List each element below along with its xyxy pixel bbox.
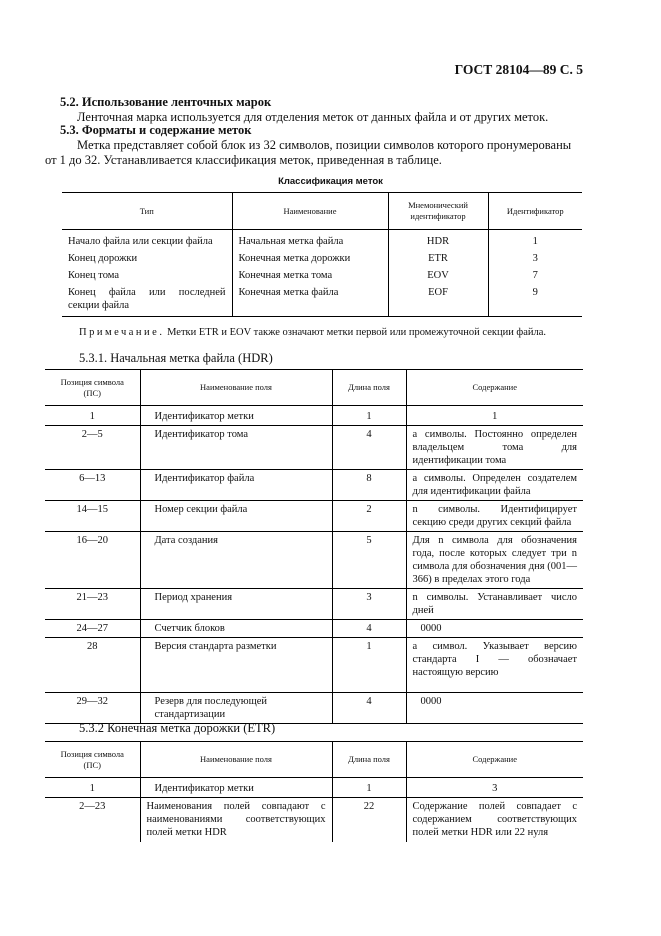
table-note — [79, 327, 546, 338]
table-row — [45, 589, 583, 620]
table-1-title: Классификация меток — [278, 176, 383, 187]
t2-header-content: Содержание — [472, 382, 518, 392]
t2-cell: 0000 — [420, 696, 442, 707]
t2-cell: 14—15 — [45, 501, 140, 532]
t1-cell: Начало файла или секции файла — [62, 230, 232, 251]
page-header: ГОСТ 28104—89 С. 5 — [454, 62, 583, 77]
t2-cell: 1 — [492, 411, 498, 422]
table-row — [62, 250, 582, 267]
t2-cell: Счетчик блоков — [140, 620, 332, 638]
t2-cell: 21—23 — [45, 589, 140, 620]
t3-cell: 2—23 — [45, 798, 140, 842]
t2-cell: 0000 — [420, 623, 442, 634]
t3-header-field: Наименование поля — [140, 742, 332, 778]
table-row — [45, 638, 583, 693]
table-row — [45, 426, 583, 470]
t3-cell: 22 — [332, 798, 406, 842]
t2-cell: Идентификатор метки — [140, 406, 332, 426]
t2-cell: Период хранения — [140, 589, 332, 620]
t2-cell: 1 — [332, 406, 406, 426]
table-row — [62, 267, 582, 284]
table-row — [45, 798, 583, 842]
section-5-2-title: 5.2. Использование ленточных марок — [60, 95, 272, 109]
hdr-label-table — [45, 369, 583, 724]
section-5-2-text: Ленточная марка используется для отделения меток от данных файла и от других меток. — [77, 110, 549, 124]
etr-label-table — [45, 741, 583, 842]
t2-cell: Версия стандарта разметки — [140, 638, 332, 693]
t2-cell: n символы. Устанавливает число дней — [412, 592, 577, 616]
t2-cell: n символы. Идентифицирует секцию среди других секций файла — [412, 504, 577, 528]
table-row — [45, 470, 583, 501]
t3-cell: Содержание полей совпадает с содержанием соответствующих полей метки HDR или 22 нуля — [412, 801, 577, 838]
t2-cell: 4 — [332, 620, 406, 638]
t2-cell: a символ. Указывает версию стандарта I — обозначает настоящую версию — [412, 641, 577, 678]
t2-cell: 4 — [332, 693, 406, 724]
t1-cell: HDR — [388, 230, 488, 251]
section-5-3-2-title: 5.3.2 Конечная метка дорожки (ETR) — [79, 721, 276, 735]
section-5-3-text-2: от 1 до 32. Устанавливается классификация меток, приведенная в таблице. — [45, 153, 442, 167]
t2-cell: 4 — [332, 426, 406, 470]
t2-header-field: Наименование поля — [140, 370, 332, 406]
t1-cell: Конечная метка тома — [232, 267, 388, 284]
t2-cell: Для n символа для обозначения года, после которых следует три n символа для обозначения дня (001—366) в пределах этого года — [412, 535, 577, 585]
t1-cell: 3 — [532, 253, 538, 264]
t2-cell: 2 — [332, 501, 406, 532]
table-row — [45, 620, 583, 638]
t1-cell: EOV — [388, 267, 488, 284]
t1-cell: Конец файла или последней секции файла — [62, 284, 232, 316]
t1-cell: ETR — [388, 250, 488, 267]
t3-header-position: Позиция символа (ПС) — [45, 742, 140, 778]
t2-cell: 8 — [332, 470, 406, 501]
section-5-3-title: 5.3. Форматы и содержание меток — [60, 123, 252, 137]
note-label: Примечание. — [79, 327, 165, 338]
table-row — [62, 284, 582, 316]
t2-header-position: Позиция символа (ПС) — [45, 370, 140, 406]
table-row — [45, 778, 583, 798]
t2-cell: 6—13 — [45, 470, 140, 501]
t2-cell: a символы. Определен создателем для идентификации файла — [412, 473, 577, 497]
t3-cell: Идентификатор метки — [140, 778, 332, 798]
table-row — [45, 406, 583, 426]
table-row — [45, 532, 583, 589]
t2-cell: Резерв для последующей стандартизации — [140, 693, 332, 724]
classification-table — [62, 192, 582, 317]
t1-cell: 9 — [532, 287, 538, 298]
t2-cell: Идентификатор файла — [140, 470, 332, 501]
t2-cell: 29—32 — [45, 693, 140, 724]
t3-cell: 1 — [332, 778, 406, 798]
t1-cell: 1 — [532, 236, 538, 247]
t2-cell: 1 — [45, 406, 140, 426]
t2-cell: 24—27 — [45, 620, 140, 638]
t3-cell: Наименования полей совпадают с наименованиями соответствующих полей метки HDR — [140, 798, 332, 842]
t1-cell: Конец дорожки — [62, 250, 232, 267]
section-5-3-1-title: 5.3.1. Начальная метка файла (HDR) — [79, 351, 273, 365]
table-row — [45, 501, 583, 532]
t2-cell: 2—5 — [45, 426, 140, 470]
t2-cell: 5 — [332, 532, 406, 589]
t2-cell: Идентификатор тома — [140, 426, 332, 470]
t2-cell: 1 — [332, 638, 406, 693]
t1-header-type: Тип — [62, 193, 232, 230]
table-row — [45, 693, 583, 724]
t3-header-length: Длина поля — [332, 742, 406, 778]
t2-header-length: Длина поля — [332, 370, 406, 406]
t2-cell: 28 — [45, 638, 140, 693]
t2-cell: Номер секции файла — [140, 501, 332, 532]
t1-cell: Конечная метка файла — [232, 284, 388, 316]
t1-header-name: Наименование — [232, 193, 388, 230]
t2-cell: a символы. Постоянно определен владельцем тома для идентификации тома — [412, 429, 577, 466]
t1-cell: EOF — [388, 284, 488, 316]
t2-cell: Дата создания — [140, 532, 332, 589]
t2-cell: 3 — [332, 589, 406, 620]
t3-cell: 1 — [45, 778, 140, 798]
note-text: Метки ETR и EOV также означают метки первой или промежуточной секции файла. — [167, 327, 547, 338]
section-5-3-text-1: Метка представляет собой блок из 32 символов, позиции символов которого пронумерованы — [77, 138, 572, 152]
t2-cell: 16—20 — [45, 532, 140, 589]
table-row — [62, 230, 582, 251]
t1-cell: Конечная метка дорожки — [232, 250, 388, 267]
t1-cell: Конец тома — [62, 267, 232, 284]
t1-cell: Начальная метка файла — [232, 230, 388, 251]
t3-header-content: Содержание — [472, 754, 518, 764]
t3-cell: 3 — [492, 783, 498, 794]
t1-header-mnemonic: Мнемонический идентификатор — [388, 193, 488, 230]
t1-header-id: Идентификатор — [506, 205, 564, 216]
t1-cell: 7 — [532, 270, 538, 281]
